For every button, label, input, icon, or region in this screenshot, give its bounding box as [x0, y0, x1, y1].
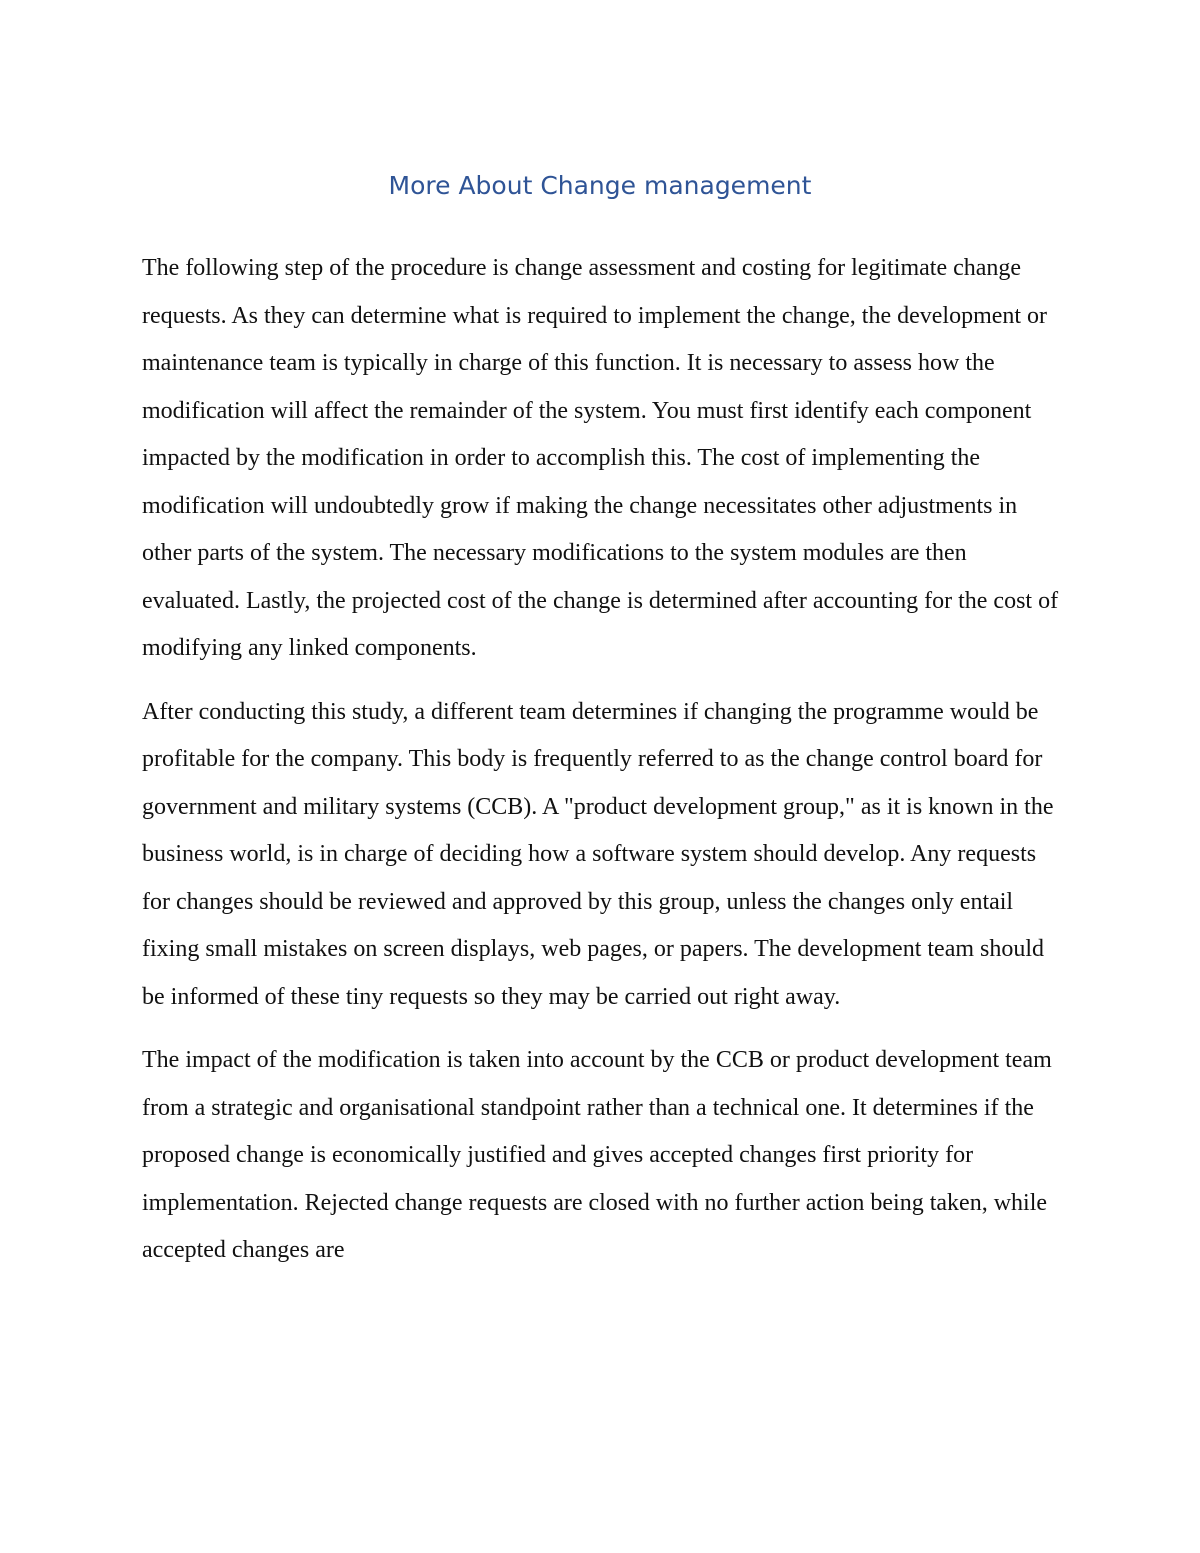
document-body [142, 245, 1062, 1291]
paragraph-3: The impact of the modification is taken into account by the CCB or product development team from a strategic and organisational standpoint rather than a technical one. It determines if the proposed change is economically justified and gives accepted changes first priority for implementation. Rejected change requests are closed with no further action being taken, while accepted changes are [142, 1047, 1052, 1263]
paragraph-1: The following step of the procedure is change assessment and costing for legitimate change requests. As they can determine what is required to implement the change, the development or maintenance team is typically in charge of this function. It is necessary to assess how the modification will affect the remainder of the system. You must first identify each component impacted by the modification in order to accomplish this. The cost of implementing the modification will undoubtedly grow if making the change necessitates other adjustments in other parts of the system. The necessary modifications to the system modules are then evaluated. Lastly, the projected cost of the change is determined after accounting for the cost of modifying any linked components. [142, 255, 1059, 661]
document-title: More About Change management [388, 171, 812, 200]
paragraph-2: After conducting this study, a different team determines if changing the programme would be profitable for the company. This body is frequently referred to as the change control board for government and military systems (CCB). A "product development group," as it is known in the business world, is in charge of deciding how a software system should develop. Any requests for changes should be reviewed and approved by this group, unless the changes only entail fixing small mistakes on screen displays, web pages, or papers. The development team should be informed of these tiny requests so they may be carried out right away. [142, 698, 1054, 1010]
